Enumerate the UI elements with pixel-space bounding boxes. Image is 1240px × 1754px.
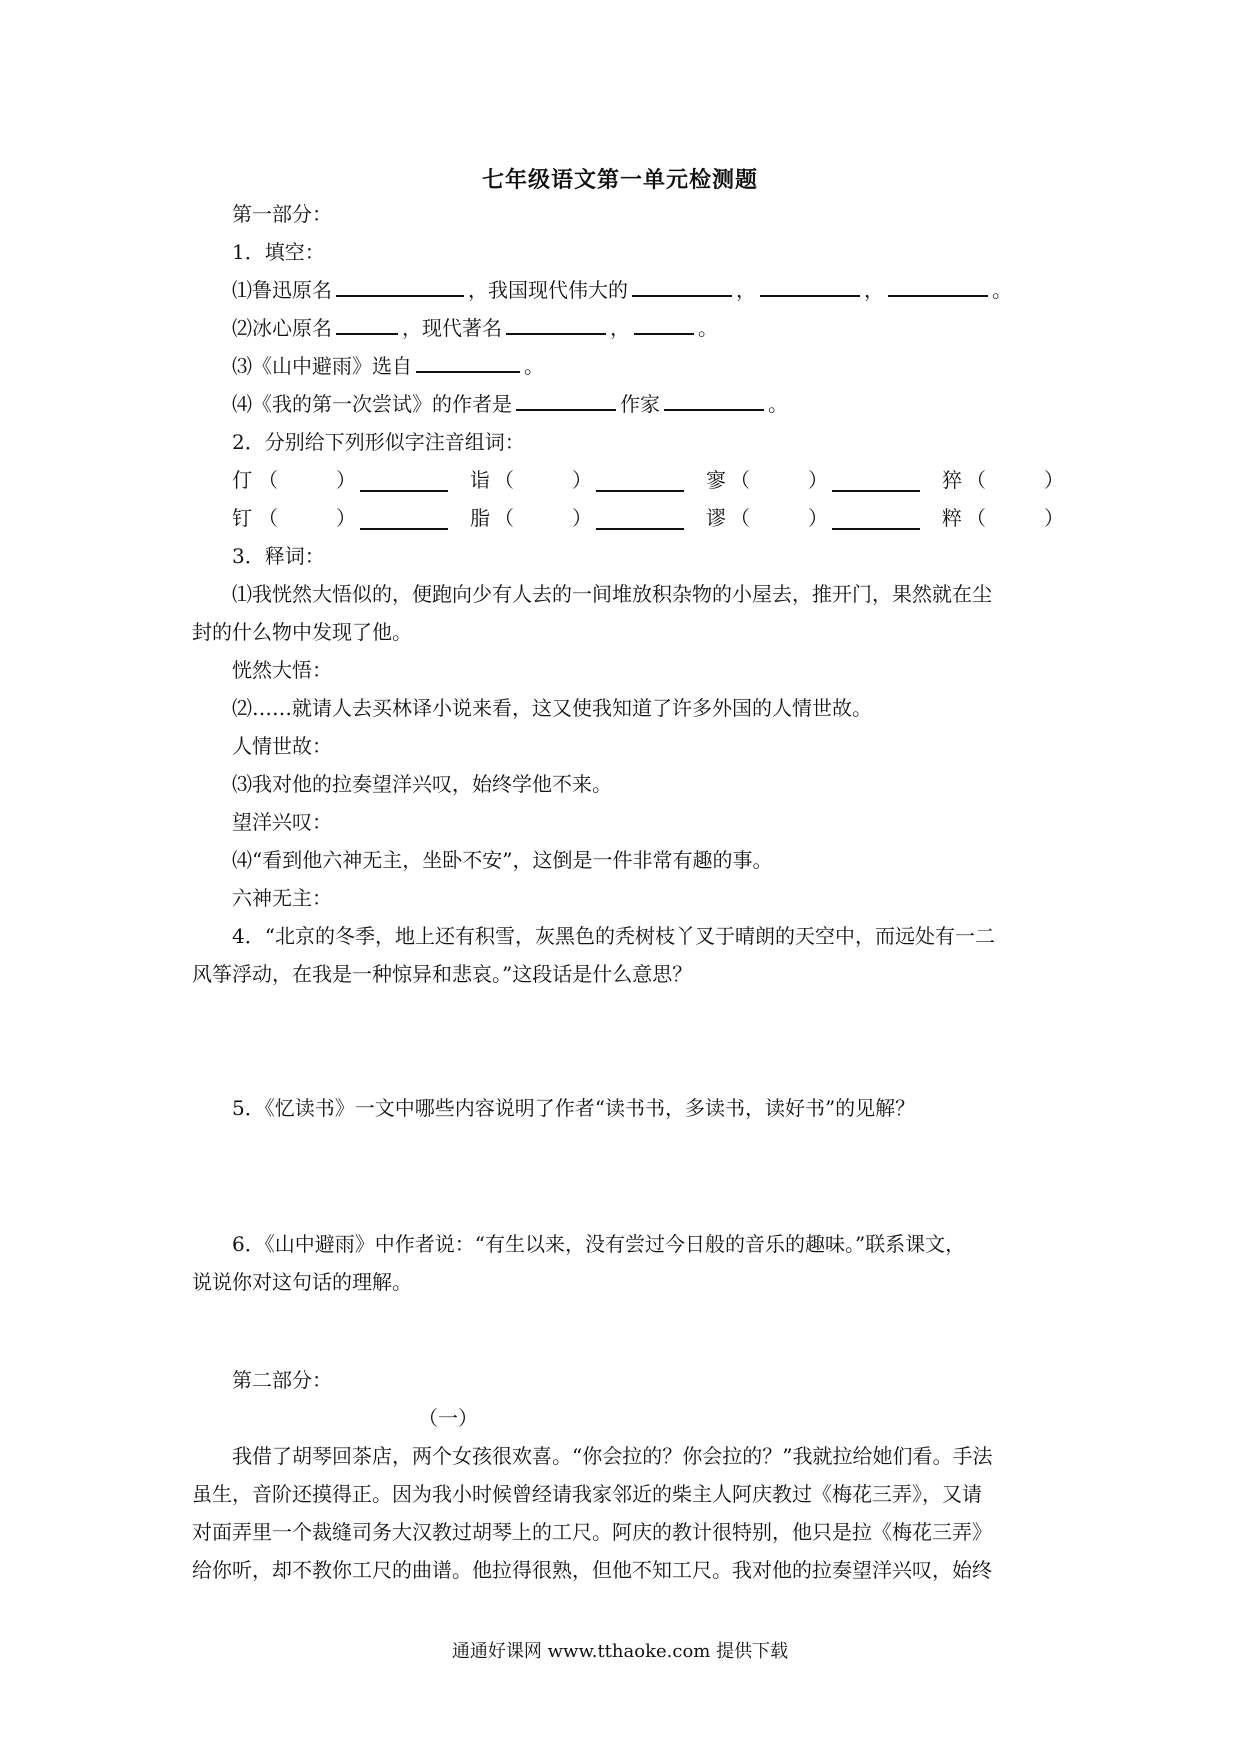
q1-b-blank3[interactable] [634, 315, 694, 335]
q2-r2-c1-char: 钉 [232, 506, 252, 530]
q4-line1: 4．“北京的冬季，地上还有积雪，灰黑色的秃树枝丫叉于晴朗的天空中，而远处有一二 [232, 924, 995, 948]
q1-a-prefix: ⑴鲁迅原名 [232, 278, 332, 302]
q2-r1-c2-open: （ [494, 468, 514, 492]
q1-d-blank2[interactable] [664, 391, 764, 411]
passage-line-1: 我借了胡琴回茶店，两个女孩很欢喜。“你会拉的？你会拉的？”我就拉给她们看。手法 [232, 1444, 993, 1468]
q1-d-blank1[interactable] [516, 391, 616, 411]
part2-heading: 第二部分： [232, 1368, 332, 1392]
q2-r2-c4-char: 粹 [942, 506, 962, 530]
q2-r2-c2-close: ） [572, 506, 592, 530]
q1-b-sep: ， [610, 316, 630, 340]
q1-a-mid: ，我国现代伟大的 [468, 278, 628, 302]
q2-r1-c3-close: ） [808, 468, 828, 492]
part1-heading: 第一部分： [232, 202, 332, 226]
q3-word4: 六神无主： [232, 886, 332, 910]
q2-r2-c2-open: （ [494, 506, 514, 530]
q2-r1-c4-char: 猝 [942, 468, 962, 492]
q1-b-blank1[interactable] [336, 315, 398, 335]
q1-b-blank2[interactable] [506, 315, 606, 335]
q2-r2-c1-open: （ [258, 506, 278, 530]
q1-a-sep2: ， [864, 278, 884, 302]
q3-word3: 望洋兴叹： [232, 810, 332, 834]
q2-r2-c2-blank[interactable] [596, 510, 684, 530]
q5-text: 5．《忆读书》一文中哪些内容说明了作者“读书书，多读书，读好书”的见解？ [232, 1096, 916, 1120]
q1-a-end: 。 [992, 278, 1012, 302]
q2-r1-c2-close: ） [572, 468, 592, 492]
q2-r1-c1-open: （ [258, 468, 278, 492]
q1-b-end: 。 [698, 316, 718, 340]
q3-word2: 人情世故： [232, 734, 332, 758]
page-footer: 通通好课网 www.tthaoke.com 提供下载 [451, 1641, 789, 1662]
q2-r1-c1-blank[interactable] [360, 472, 448, 492]
q2-r2-c3-char: 谬 [706, 506, 726, 530]
q1-d-prefix: ⑷《我的第一次尝试》的作者是 [232, 392, 512, 416]
q1-c-prefix: ⑶《山中避雨》选自 [232, 354, 412, 378]
passage-line-2: 虽生，音阶还摸得正。因为我小时候曾经请我家邻近的柴主人阿庆教过《梅花三弄》，又请 [192, 1482, 982, 1506]
q2-r1-c3-open: （ [730, 468, 750, 492]
q1-a-blank3[interactable] [760, 277, 860, 297]
page-title: 七年级语文第一单元检测题 [481, 167, 758, 193]
q4-line2: 风筝浮动，在我是一种惊异和悲哀。”这段话是什么意思？ [192, 962, 693, 986]
q3-sentence4: ⑷“看到他六神无主，坐卧不安”，这倒是一件非常有趣的事。 [232, 848, 773, 872]
q1-c-blank1[interactable] [416, 353, 520, 373]
q6-line1: 6．《山中避雨》中作者说：“有生以来，没有尝过今日般的音乐的趣味。”联系课文， [232, 1232, 966, 1256]
q1-item-b [232, 314, 718, 342]
passage-line-3: 对面弄里一个裁缝司务大汉教过胡琴上的工尺。阿庆的教计很特别，他只是拉《梅花三弄》 [192, 1520, 992, 1544]
q3-sentence1-line2: 封的什么物中发现了他。 [192, 620, 412, 644]
q2-r2-c3-open: （ [730, 506, 750, 530]
q2-r2-c3-close: ） [808, 506, 828, 530]
q3-sentence2: ⑵……就请人去买林译小说来看，这又使我知道了许多外国的人情世故。 [232, 696, 872, 720]
q2-r1-c2-char: 诣 [470, 468, 490, 492]
q1-b-mid: ，现代著名 [402, 316, 502, 340]
q1-a-sep1: ， [736, 278, 756, 302]
q1-a-blank1[interactable] [336, 277, 464, 297]
q2-r2-c3-blank[interactable] [832, 510, 920, 530]
q2-r1-c1-char: 仃 [232, 468, 252, 492]
q2-r2-c4-open: （ [966, 506, 986, 530]
q2-r1-c2-blank[interactable] [596, 472, 684, 492]
q1-a-blank2[interactable] [632, 277, 732, 297]
q1-d-end: 。 [768, 392, 788, 416]
q1-b-prefix: ⑵冰心原名 [232, 316, 332, 340]
q2-r1-c4-open: （ [966, 468, 986, 492]
q1-item-c [232, 352, 544, 380]
q2-r2-c1-close: ） [336, 506, 356, 530]
q2-r1-c3-char: 寥 [706, 468, 726, 492]
q2-label: 2．分别给下列形似字注音组词： [232, 430, 525, 454]
q1-item-d [232, 390, 788, 418]
passage-line-4: 给你听，却不教你工尺的曲谱。他拉得很熟，但他不知工尺。我对他的拉奏望洋兴叹，始终 [192, 1558, 992, 1582]
q2-r2-c1-blank[interactable] [360, 510, 448, 530]
q6-line2: 说说你对这句话的理解。 [192, 1270, 412, 1294]
q2-r1-c3-blank[interactable] [832, 472, 920, 492]
q1-a-blank4[interactable] [888, 277, 988, 297]
q1-label: 1．填空： [232, 240, 325, 264]
q1-d-mid: 作家 [620, 392, 660, 416]
q2-r2-c4-close: ） [1044, 506, 1064, 530]
q3-sentence3: ⑶我对他的拉奏望洋兴叹，始终学他不来。 [232, 772, 612, 796]
q1-item-a [232, 276, 1012, 304]
section-1-heading: （一） [418, 1406, 478, 1430]
q3-word1: 恍然大悟： [232, 658, 332, 682]
q3-label: 3．释词： [232, 544, 325, 568]
q2-r1-c4-close: ） [1044, 468, 1064, 492]
q3-sentence1-line1: ⑴我恍然大悟似的，便跑向少有人去的一间堆放积杂物的小屋去，推开门，果然就在尘 [232, 582, 992, 606]
q2-r2-c2-char: 脂 [470, 506, 490, 530]
q1-c-end: 。 [524, 354, 544, 378]
q2-r1-c1-close: ） [336, 468, 356, 492]
